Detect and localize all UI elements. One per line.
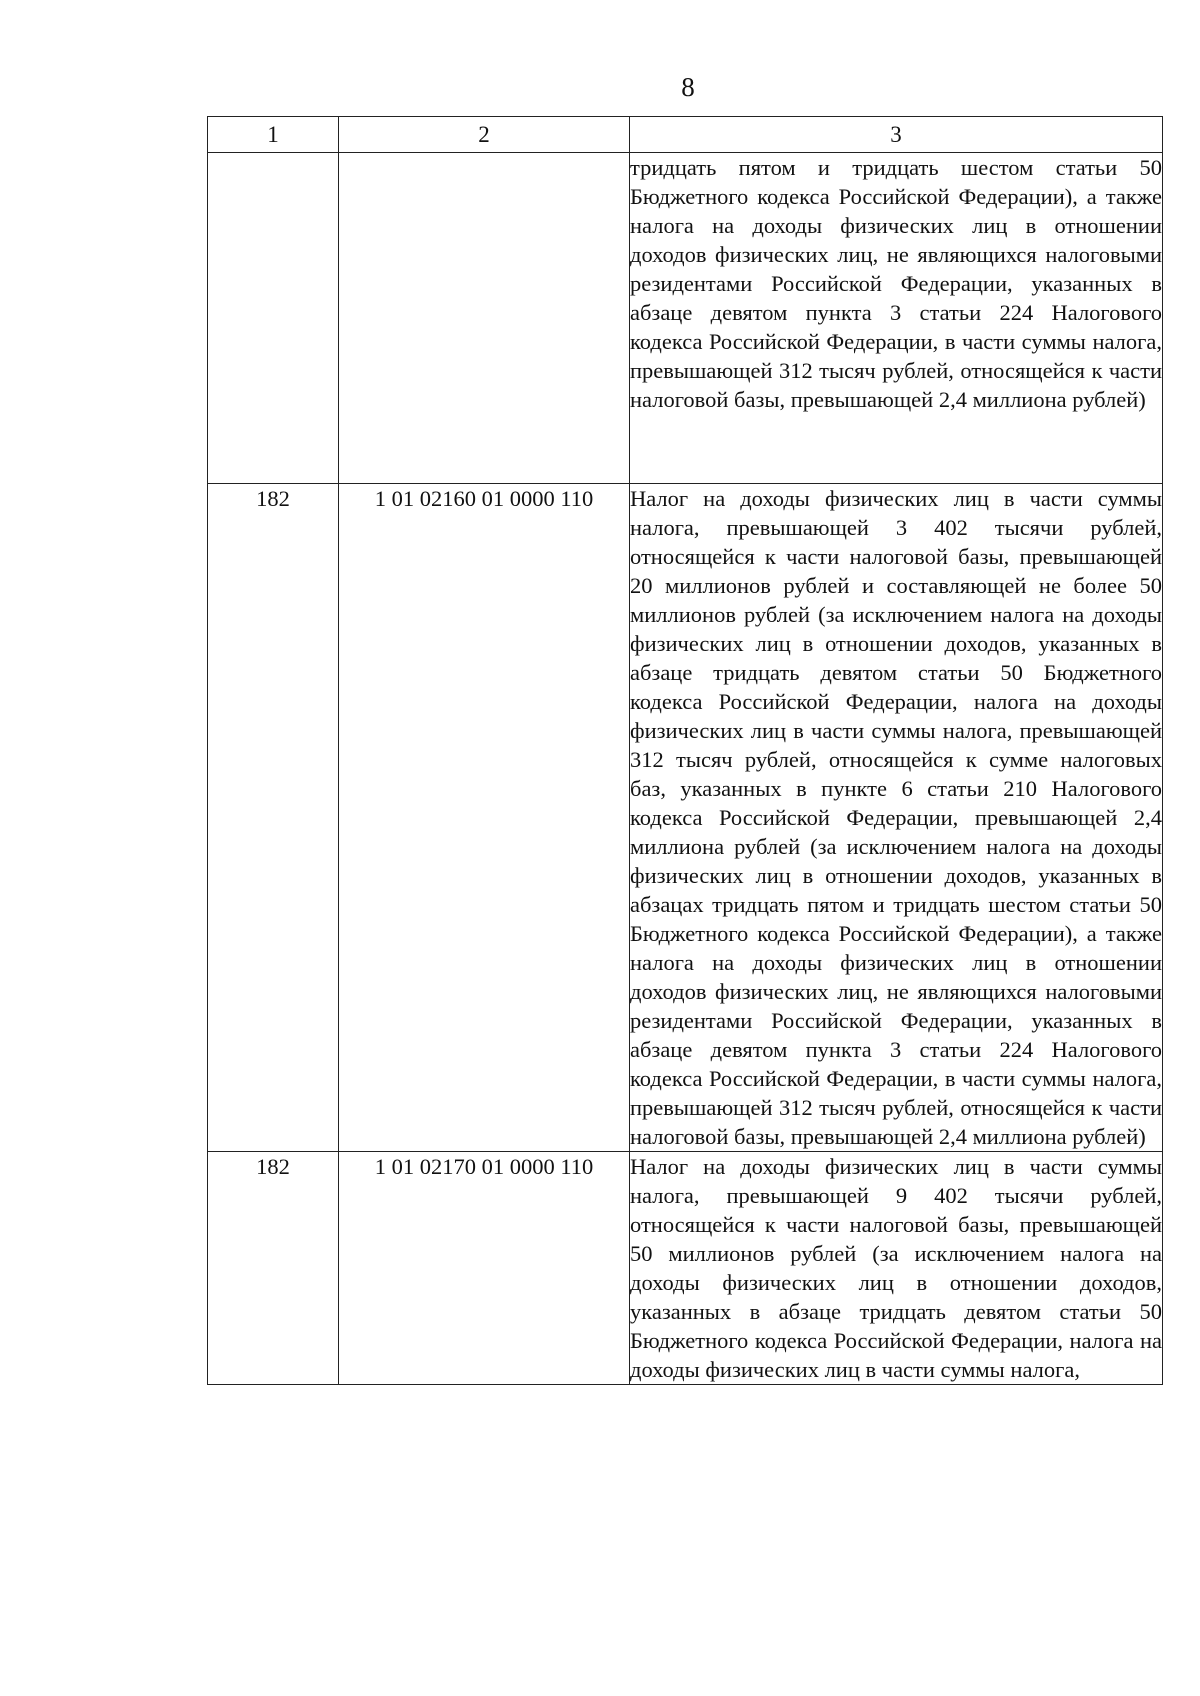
description-cell: Налог на доходы физических лиц в части суммы налога, превышающей 9 402 тысячи рублей, относящейся к части налоговой базы, превышающей 50 миллионов рублей (за исключением налога на доходы физических лиц в отношении доходов, указанных в абзаце тридцать девятом статьи 50 Бюджетного кодекса Российской Федерации, налога на доходы физических лиц в части суммы налога,	[630, 1152, 1163, 1385]
table-row	[208, 153, 1163, 484]
header-col-2: 2	[339, 117, 630, 153]
table-header-row	[208, 117, 1163, 153]
page-number: 8	[681, 72, 695, 102]
description-cell: тридцать пятом и тридцать шестом статьи 50 Бюджетного кодекса Российской Федерации), а также налога на доходы физических лиц в отношении доходов физических лиц, не являющихся налоговыми резидентами Российской Федерации, указанных в абзаце девятом пункта 3 статьи 224 Налогового кодекса Российской Федерации, в части суммы налога, превышающей 312 тысяч рублей, относящейся к части налоговой базы, превышающей 2,4 миллиона рублей)	[630, 153, 1163, 484]
header-col-1: 1	[208, 117, 339, 153]
description-cell: Налог на доходы физических лиц в части суммы налога, превышающей 3 402 тысячи рублей, относящейся к части налоговой базы, превышающей 20 миллионов рублей и составляющей не более 50 миллионов рублей (за исключением налога на доходы физических лиц в отношении доходов, указанных в абзаце тридцать девятом статьи 50 Бюджетного кодекса Российской Федерации, налога на доходы физических лиц в части суммы налога, превышающей 312 тысяч рублей, относящейся к сумме налоговых баз, указанных в пункте 6 статьи 210 Налогового кодекса Российской Федерации, превышающей 2,4 миллиона рублей (за исключением налога на доходы физических лиц в отношении доходов, указанных в абзацах тридцать пятом и тридцать шестом статьи 50 Бюджетного кодекса Российской Федерации), а также налога на доходы физических лиц в отношении доходов физических лиц, не являющихся налоговыми резидентами Российской Федерации, указанных в абзаце девятом пункта 3 статьи 224 Налогового кодекса Российской Федерации, в части суммы налога, превышающей 312 тысяч рублей, относящейся к части налоговой базы, превышающей 2,4 миллиона рублей)	[630, 484, 1163, 1152]
admin-code-cell: 182	[208, 1152, 339, 1385]
budget-code-cell: 1 01 02160 01 0000 110	[339, 484, 630, 1152]
admin-code-cell	[208, 153, 339, 484]
budget-code-cell: 1 01 02170 01 0000 110	[339, 1152, 630, 1385]
budget-code-cell	[339, 153, 630, 484]
admin-code-cell: 182	[208, 484, 339, 1152]
budget-classification-table	[207, 116, 1163, 1385]
table-row	[208, 1152, 1163, 1385]
header-col-3: 3	[630, 117, 1163, 153]
table-row	[208, 484, 1163, 1152]
